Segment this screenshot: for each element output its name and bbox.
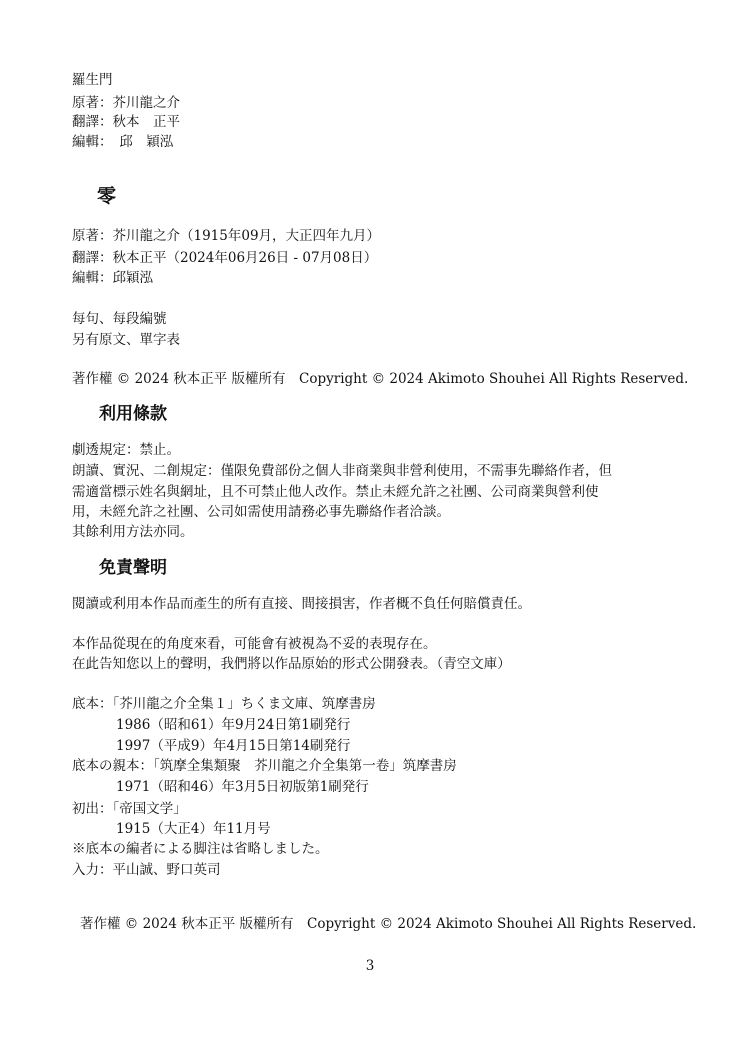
work-editor: 編輯：邱穎泓 — [72, 270, 153, 286]
work-title: 零 — [97, 185, 117, 207]
colophon-line: 底本の親本：「筑摩全集類聚 芥川龍之介全集第一卷」筑摩書房 — [72, 758, 457, 774]
work-original: 原著：芥川龍之介（1915年09月，大正四年九月） — [72, 228, 381, 244]
colophon-line: 1915（大正4）年11月号 — [116, 821, 271, 837]
terms-line: 劇透規定：禁止。 — [72, 442, 180, 458]
page-number: 3 — [365, 958, 375, 974]
colophon-line: 入力：平山誠、野口英司 — [72, 862, 221, 878]
colophon-line: ※底本の編者による脚注は省略しました。 — [72, 841, 329, 857]
terms-heading: 利用條款 — [99, 404, 167, 424]
colophon-line: 1997（平成9）年4月15日第14刷発行 — [116, 738, 351, 754]
original-author: 原著：芥川龍之介 — [72, 95, 180, 111]
terms-line: 朗讀、實況、二創規定：僅限免費部份之個人非商業與非營利使用，不需事先聯絡作者，但 — [72, 463, 612, 479]
colophon-line: 1986（昭和61）年9月24日第1刷発行 — [116, 717, 351, 733]
terms-line: 需適當標示姓名與網址，且不可禁止他人改作。禁止未經允許之社團、公司商業與營利使 — [72, 484, 599, 500]
colophon-line: 底本：「芥川龍之介全集１」ちくま文庫、筑摩書房 — [72, 696, 376, 712]
disclaimer-line: 本作品從現在的角度來看，可能會有被視為不妥的表現存在。 — [72, 636, 437, 652]
footer-copyright: 著作權 © 2024 秋本正平 版權所有 Copyright © 2024 Akimoto Shouhei All Rights Reserved. — [80, 916, 697, 932]
editor: 編輯： 邱 穎泓 — [72, 134, 174, 150]
disclaimer-heading: 免責聲明 — [99, 558, 167, 578]
work-translation: 翻譯：秋本正平（2024年06月26日 - 07月08日） — [72, 250, 378, 266]
translator: 翻譯：秋本 正平 — [72, 114, 180, 130]
disclaimer-line: 在此告知您以上的聲明，我們將以作品原始的形式公開發表。（青空文庫） — [72, 656, 511, 672]
terms-line: 其餘利用方法亦同。 — [72, 524, 194, 540]
colophon-line: 1971（昭和46）年3月5日初版第1刷発行 — [116, 779, 369, 795]
colophon-line: 初出：「帝国文学」 — [72, 801, 187, 817]
work-note: 另有原文、單字表 — [72, 332, 180, 348]
book-title: 羅生門 — [72, 72, 113, 88]
copyright-notice: 著作權 © 2024 秋本正平 版權所有 Copyright © 2024 Akimoto Shouhei All Rights Reserved. — [72, 371, 689, 387]
terms-line: 用，未經允許之社團、公司如需使用請務必事先聯絡作者洽談。 — [72, 504, 450, 520]
work-note: 每句、每段編號 — [72, 311, 167, 327]
disclaimer-line: 閱讀或利用本作品而產生的所有直接、間接損害，作者概不負任何賠償責任。 — [72, 596, 531, 612]
